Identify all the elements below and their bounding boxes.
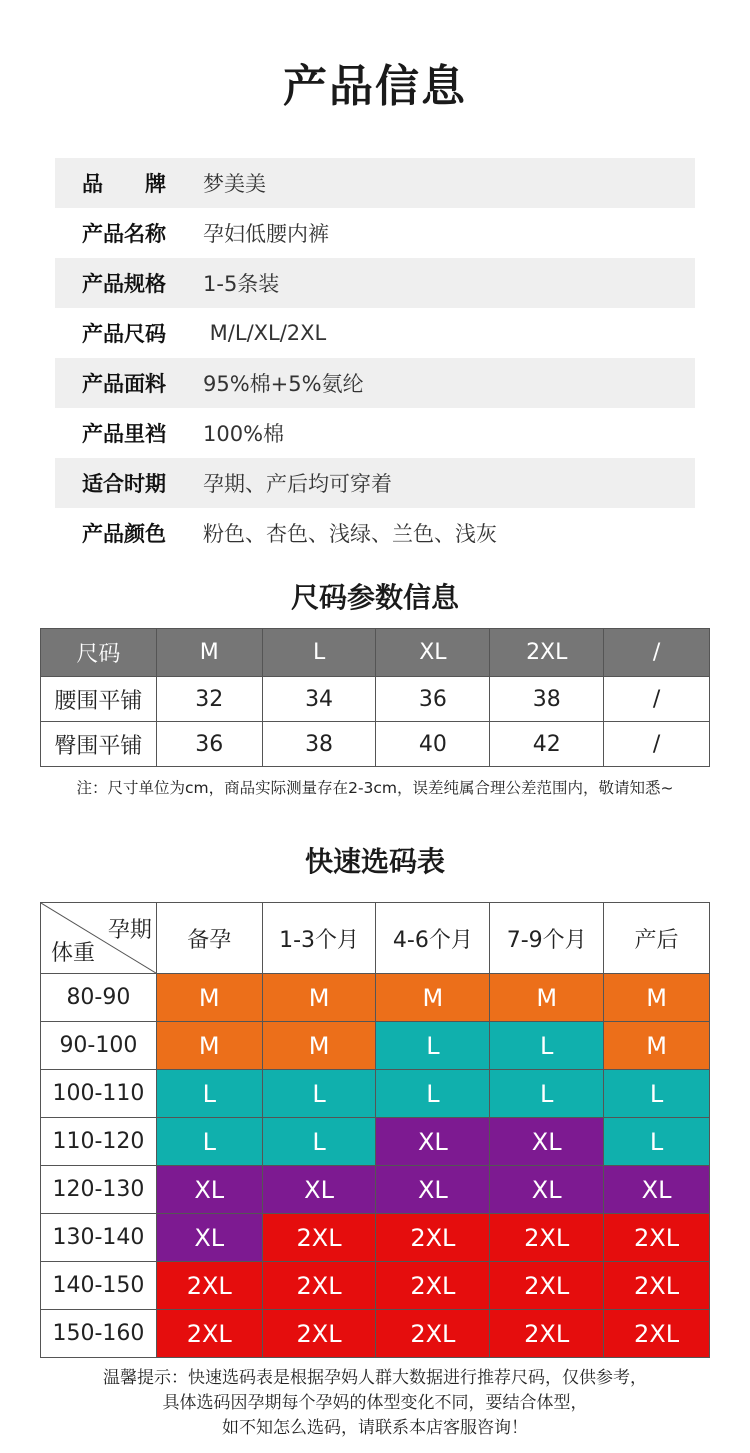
table-row: [41, 1070, 710, 1118]
size-cell: M: [262, 974, 376, 1022]
size-cell: L: [604, 1118, 710, 1166]
size-cell: XL: [604, 1166, 710, 1214]
table-cell: /: [604, 677, 710, 722]
row-label: 臀围平铺: [41, 722, 157, 767]
info-row-brand: [55, 158, 695, 208]
info-label: 产品面料: [82, 372, 166, 396]
info-label: 品 牌: [82, 172, 166, 196]
size-section-title: 尺码参数信息: [290, 581, 459, 614]
corner-period-label: 孕期: [107, 918, 152, 943]
table-row: [41, 1118, 710, 1166]
size-cell: XL: [376, 1166, 490, 1214]
weight-cell: 100-110: [41, 1070, 157, 1118]
info-value: 100%棉: [203, 422, 285, 446]
table-row: [41, 722, 710, 767]
info-row-color: [55, 508, 695, 558]
table-row: [41, 1262, 710, 1310]
size-cell: 2XL: [156, 1310, 262, 1358]
table-row: [41, 1166, 710, 1214]
table-cell: 38: [490, 677, 604, 722]
table-row: [41, 1214, 710, 1262]
size-cell: M: [262, 1022, 376, 1070]
table-cell: 42: [490, 722, 604, 767]
size-cell: 2XL: [156, 1262, 262, 1310]
table-cell: 40: [376, 722, 490, 767]
weight-cell: 130-140: [41, 1214, 157, 1262]
size-cell: L: [156, 1118, 262, 1166]
size-cell: 2XL: [490, 1310, 604, 1358]
product-info-list: [55, 158, 695, 558]
tips-block: [0, 1366, 750, 1441]
tip-line: 温馨提示：快速选码表是根据孕妈人群大数据进行推荐尺码，仅供参考，: [103, 1368, 647, 1388]
quick-table-header: [41, 903, 710, 974]
size-cell: L: [262, 1118, 376, 1166]
header-cell: /: [604, 629, 710, 677]
size-cell: M: [604, 1022, 710, 1070]
weight-cell: 90-100: [41, 1022, 157, 1070]
size-cell: 2XL: [262, 1214, 376, 1262]
tip-line: 具体选码因孕期每个孕妈的体型变化不同，要结合体型，: [162, 1393, 588, 1413]
size-cell: 2XL: [262, 1310, 376, 1358]
size-cell: L: [376, 1022, 490, 1070]
quick-size-table: [40, 902, 710, 1358]
size-cell: 2XL: [376, 1262, 490, 1310]
period-header: 4-6个月: [376, 903, 490, 974]
table-row: [41, 1310, 710, 1358]
info-label: 产品里裆: [82, 422, 166, 446]
info-value: 梦美美: [203, 172, 266, 196]
tip-line: 如不知怎么选码，请联系本店客服咨询！: [222, 1418, 528, 1438]
table-cell: 36: [156, 722, 262, 767]
info-label: 产品名称: [82, 222, 166, 246]
weight-cell: 80-90: [41, 974, 157, 1022]
size-cell: L: [156, 1070, 262, 1118]
size-cell: M: [156, 974, 262, 1022]
info-value: 95%棉+5%氨纶: [203, 372, 364, 396]
size-table: [40, 628, 710, 767]
row-label: 腰围平铺: [41, 677, 157, 722]
size-cell: XL: [490, 1118, 604, 1166]
table-row: [41, 1022, 710, 1070]
table-cell: /: [604, 722, 710, 767]
size-cell: M: [156, 1022, 262, 1070]
size-cell: M: [604, 974, 710, 1022]
table-row: [41, 677, 710, 722]
header-cell: M: [156, 629, 262, 677]
size-cell: 2XL: [490, 1262, 604, 1310]
size-cell: L: [262, 1070, 376, 1118]
info-value: 粉色、杏色、浅绿、兰色、浅灰: [203, 522, 497, 546]
info-label: 适合时期: [82, 472, 166, 496]
info-value: 1-5条装: [203, 272, 280, 296]
table-row: [41, 974, 710, 1022]
period-header: 产后: [604, 903, 710, 974]
info-label: 产品尺码: [82, 322, 166, 346]
info-value: 孕妇低腰内裤: [203, 222, 329, 246]
table-cell: 32: [156, 677, 262, 722]
size-cell: L: [604, 1070, 710, 1118]
size-note: 注：尺寸单位为cm，商品实际测量存在2-3cm，误差纯属合理公差范围内，敬请知悉~: [76, 779, 674, 797]
info-label: 产品颜色: [82, 522, 166, 546]
period-header: 7-9个月: [490, 903, 604, 974]
size-cell: L: [490, 1022, 604, 1070]
size-cell: L: [490, 1070, 604, 1118]
size-cell: XL: [376, 1118, 490, 1166]
period-header: 1-3个月: [262, 903, 376, 974]
weight-cell: 150-160: [41, 1310, 157, 1358]
info-value: M/L/XL/2XL: [203, 321, 327, 345]
size-cell: 2XL: [262, 1262, 376, 1310]
corner-cell: [41, 903, 157, 974]
header-cell: XL: [376, 629, 490, 677]
corner-weight-label: 体重: [51, 941, 96, 966]
size-cell: XL: [156, 1166, 262, 1214]
table-cell: 38: [262, 722, 376, 767]
size-cell: L: [376, 1070, 490, 1118]
size-cell: 2XL: [604, 1262, 710, 1310]
header-cell: 尺码: [41, 629, 157, 677]
header-cell: L: [262, 629, 376, 677]
size-cell: 2XL: [604, 1310, 710, 1358]
info-row-period: [55, 458, 695, 508]
weight-cell: 110-120: [41, 1118, 157, 1166]
table-cell: 36: [376, 677, 490, 722]
header-cell: 2XL: [490, 629, 604, 677]
size-cell: M: [490, 974, 604, 1022]
weight-cell: 120-130: [41, 1166, 157, 1214]
size-cell: XL: [156, 1214, 262, 1262]
info-label: 产品规格: [82, 272, 166, 296]
info-row-size: [55, 308, 695, 358]
quick-section-title: 快速选码表: [304, 845, 445, 878]
info-row-crotch: [55, 408, 695, 458]
page-title: 产品信息: [283, 61, 467, 112]
info-value: 孕期、产后均可穿着: [203, 472, 392, 496]
table-cell: 34: [262, 677, 376, 722]
size-cell: 2XL: [376, 1310, 490, 1358]
period-header: 备孕: [156, 903, 262, 974]
size-cell: XL: [490, 1166, 604, 1214]
info-row-spec: [55, 258, 695, 308]
size-cell: 2XL: [490, 1214, 604, 1262]
size-cell: XL: [262, 1166, 376, 1214]
info-row-name: [55, 208, 695, 258]
size-cell: 2XL: [604, 1214, 710, 1262]
info-row-fabric: [55, 358, 695, 408]
weight-cell: 140-150: [41, 1262, 157, 1310]
size-cell: M: [376, 974, 490, 1022]
size-cell: 2XL: [376, 1214, 490, 1262]
size-table-header: [41, 629, 710, 677]
